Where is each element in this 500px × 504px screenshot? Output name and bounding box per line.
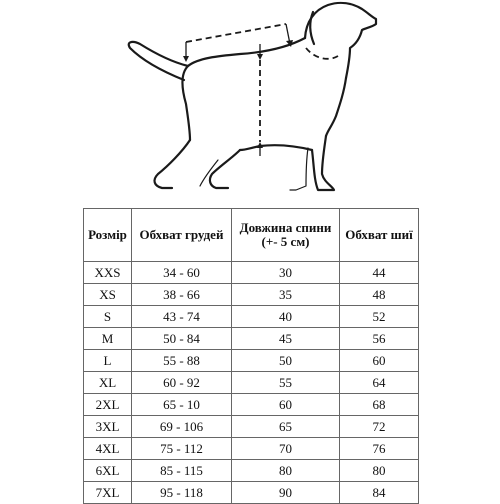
cell-back: 70 [232,438,340,460]
table-row [84,328,419,350]
cell-back: 55 [232,372,340,394]
header-back-length-note: (+- 5 см) [261,234,310,249]
cell-chest: 85 - 115 [132,460,232,482]
cell-size: S [84,306,132,328]
cell-neck: 84 [340,482,419,504]
cell-chest: 50 - 84 [132,328,232,350]
cell-neck: 44 [340,262,419,284]
table-row [84,262,419,284]
cell-back: 90 [232,482,340,504]
cell-back: 50 [232,350,340,372]
cell-back: 60 [232,394,340,416]
cell-size: XL [84,372,132,394]
cell-neck: 48 [340,284,419,306]
table-row [84,394,419,416]
cell-chest: 38 - 66 [132,284,232,306]
neck-girth-line [306,48,338,59]
header-neck-girth: Обхват шиї [340,209,419,262]
cell-chest: 75 - 112 [132,438,232,460]
size-table [83,208,419,504]
cell-size: XXS [84,262,132,284]
cell-chest: 43 - 74 [132,306,232,328]
cell-chest: 69 - 106 [132,416,232,438]
cell-chest: 65 - 10 [132,394,232,416]
cell-back: 80 [232,460,340,482]
cell-back: 45 [232,328,340,350]
cell-size: L [84,350,132,372]
header-chest-girth: Обхват грудей [132,209,232,262]
header-back-length-title: Довжина спини [239,220,332,236]
cell-chest: 34 - 60 [132,262,232,284]
cell-back: 30 [232,262,340,284]
cell-size: 3XL [84,416,132,438]
cell-neck: 68 [340,394,419,416]
table-row [84,438,419,460]
cell-neck: 72 [340,416,419,438]
cell-chest: 55 - 88 [132,350,232,372]
cell-size: M [84,328,132,350]
cell-size: 4XL [84,438,132,460]
cell-back: 40 [232,306,340,328]
table-body [84,262,419,504]
cell-back: 65 [232,416,340,438]
cell-size: XS [84,284,132,306]
table-row [84,416,419,438]
cell-neck: 52 [340,306,419,328]
dog-outline [129,3,376,190]
cell-size: 2XL [84,394,132,416]
cell-back: 35 [232,284,340,306]
table-row [84,482,419,504]
cell-neck: 64 [340,372,419,394]
cell-chest: 60 - 92 [132,372,232,394]
cell-size: 6XL [84,460,132,482]
table-row [84,372,419,394]
table-row [84,284,419,306]
table-header-row [84,209,419,262]
cell-neck: 76 [340,438,419,460]
table-row [84,350,419,372]
cell-chest: 95 - 118 [132,482,232,504]
cell-neck: 56 [340,328,419,350]
header-size: Розмір [84,209,132,262]
table-row [84,306,419,328]
dog-measurement-illustration [100,0,400,200]
back-length-line [186,24,286,42]
cell-size: 7XL [84,482,132,504]
header-back-length [232,209,340,262]
cell-neck: 80 [340,460,419,482]
cell-neck: 60 [340,350,419,372]
table-row [84,460,419,482]
